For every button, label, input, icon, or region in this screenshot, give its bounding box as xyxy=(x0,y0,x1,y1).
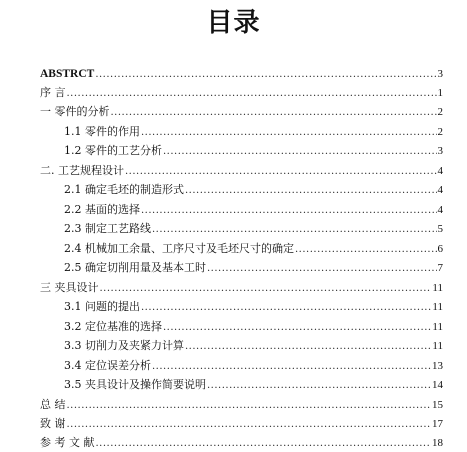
toc-entry-label: 3.2 定位基准的选择 xyxy=(64,320,162,333)
toc-leader xyxy=(95,66,436,83)
toc-entry-preface[interactable] xyxy=(40,84,443,101)
toc-entry-page: 11 xyxy=(432,321,443,333)
toc-entry-page: 11 xyxy=(432,340,443,352)
toc-leader xyxy=(163,319,431,336)
toc-entry-page: 4 xyxy=(437,184,443,196)
toc-entry-2-4[interactable] xyxy=(64,240,443,257)
toc-entry-page: 11 xyxy=(432,301,443,313)
toc-leader xyxy=(141,299,431,316)
toc-leader xyxy=(67,85,437,102)
toc-leader xyxy=(96,435,432,452)
toc-entry-label: 2.2 基面的选择 xyxy=(64,203,140,216)
toc-leader xyxy=(67,416,432,433)
toc-entry-page: 2 xyxy=(437,126,443,138)
toc-entry-3-5[interactable] xyxy=(64,376,443,393)
toc-entry-1-1[interactable] xyxy=(64,123,443,140)
toc-entry-label: 1.2 零件的工艺分析 xyxy=(64,144,162,157)
toc-entry-2-1[interactable] xyxy=(64,181,443,198)
toc-entry-page: 6 xyxy=(437,243,443,255)
toc-entry-label: ABSTRCT xyxy=(40,68,95,80)
toc-entry-abstract[interactable] xyxy=(40,66,443,83)
toc-entry-label: 序 言 xyxy=(40,86,66,99)
toc-entry-label: 参 考 文 献 xyxy=(40,436,95,449)
toc-leader xyxy=(163,143,437,160)
toc-leader xyxy=(207,260,437,277)
toc-leader xyxy=(185,338,431,355)
toc-entry-2-3[interactable] xyxy=(64,220,443,237)
toc-entry-2-5[interactable] xyxy=(64,259,443,276)
toc-entry-page: 5 xyxy=(437,223,443,235)
toc-entry-page: 2 xyxy=(437,106,443,118)
toc-entry-label: 3.1 问题的提出 xyxy=(64,300,140,313)
toc-entry-label: 总 结 xyxy=(40,398,66,411)
toc-entry-page: 4 xyxy=(437,204,443,216)
toc-leader xyxy=(141,202,437,219)
toc-entry-label: 3.4 定位误差分析 xyxy=(64,359,151,372)
toc-entry-part-analysis[interactable] xyxy=(40,103,443,120)
toc-leader xyxy=(152,221,437,238)
toc-entry-3-4[interactable] xyxy=(64,357,443,374)
toc-entry-label: 三 夹具设计 xyxy=(40,281,99,294)
toc-leader xyxy=(67,397,432,414)
toc-entry-page: 11 xyxy=(432,282,443,294)
toc-entry-page: 3 xyxy=(437,68,443,80)
toc-entry-label: 2.4 机械加工余量、工序尺寸及毛坯尺寸的确定 xyxy=(64,242,294,255)
toc-entry-page: 15 xyxy=(432,399,443,411)
toc-entry-3-2[interactable] xyxy=(64,318,443,335)
toc-entry-page: 13 xyxy=(432,360,443,372)
toc-entry-acknowledgements[interactable] xyxy=(40,415,443,432)
toc-entry-page: 17 xyxy=(432,418,443,430)
toc-leader xyxy=(207,377,431,394)
toc-entry-page: 14 xyxy=(432,379,443,391)
toc-leader xyxy=(100,280,432,297)
toc-entry-page: 1 xyxy=(437,87,443,99)
toc-entry-label: 3.5 夹具设计及操作简要说明 xyxy=(64,378,206,391)
toc-entry-fixture-design[interactable] xyxy=(40,279,443,296)
toc-entry-references[interactable] xyxy=(40,434,443,451)
toc-entry-process-design[interactable] xyxy=(40,162,443,179)
toc-leader xyxy=(185,182,437,199)
toc-entry-label: 1.1 零件的作用 xyxy=(64,125,140,138)
page-title: 目录 xyxy=(206,8,261,38)
toc-entry-3-3[interactable] xyxy=(64,337,443,354)
toc-entry-page: 4 xyxy=(437,165,443,177)
toc-leader xyxy=(152,358,431,375)
toc-entry-page: 7 xyxy=(437,262,443,274)
toc-entry-1-2[interactable] xyxy=(64,142,443,159)
toc-entry-label: 2.3 制定工艺路线 xyxy=(64,222,151,235)
toc-leader xyxy=(295,241,437,258)
toc-leader xyxy=(111,104,437,121)
toc-entry-label: 2.5 确定切削用量及基本工时 xyxy=(64,261,206,274)
toc-entry-2-2[interactable] xyxy=(64,201,443,218)
toc-entry-summary[interactable] xyxy=(40,396,443,413)
toc-entry-label: 3.3 切削力及夹紧力计算 xyxy=(64,339,184,352)
toc-entry-page: 18 xyxy=(432,437,443,449)
toc-entry-label: 一 零件的分析 xyxy=(40,105,110,118)
toc-entry-label: 致 谢 xyxy=(40,417,66,430)
toc-entry-page: 3 xyxy=(437,145,443,157)
toc-entry-3-1[interactable] xyxy=(64,298,443,315)
toc-entry-label: 2.1 确定毛坯的制造形式 xyxy=(64,183,184,196)
toc-entry-label: 二. 工艺规程设计 xyxy=(40,164,124,177)
toc-leader xyxy=(141,124,437,141)
toc-leader xyxy=(125,163,437,180)
